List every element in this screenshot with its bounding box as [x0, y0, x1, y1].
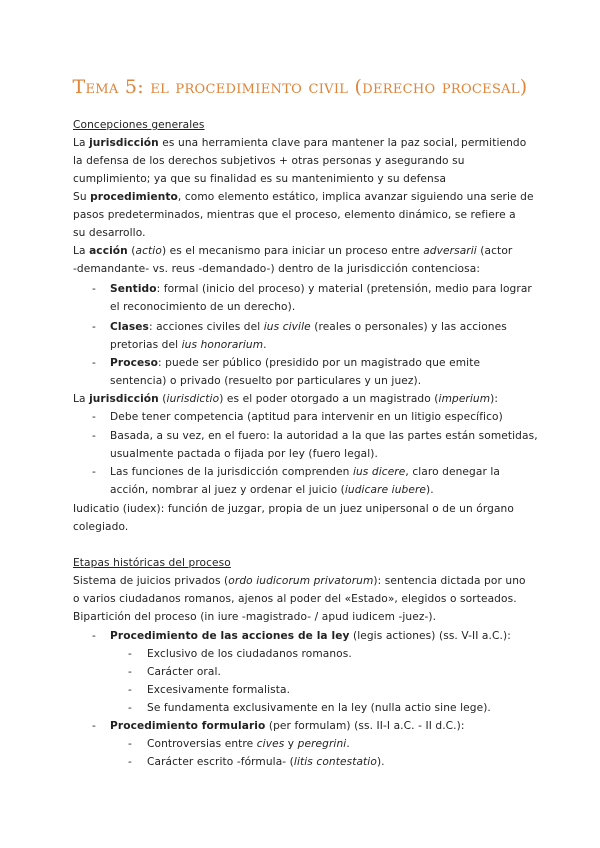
paragraph-line: su desarrollo.	[73, 227, 146, 239]
sublist-item: Excesivamente formalista.	[147, 684, 291, 696]
page-title: Tema 5: el procedimiento civil (derecho procesal)	[72, 76, 528, 98]
list-item-line: acción, nombrar al juez y ordenar el juicio (iudicare iubere).	[110, 484, 434, 496]
list-item-line: usualmente pactada o fijada por ley (fuero legal).	[110, 448, 378, 460]
paragraph-line: -demandante- vs. reus -demandado-) dentro de la jurisdicción contenciosa:	[73, 263, 481, 275]
list-dash: -	[92, 630, 96, 642]
section-heading-concepciones: Concepciones generales	[73, 119, 205, 131]
paragraph-line: Iudicatio (iudex): función de juzgar, propia de un juez unipersonal o de un órgano	[73, 503, 514, 515]
sublist-item: Exclusivo de los ciudadanos romanos.	[147, 648, 352, 660]
paragraph-line: Sistema de juicios privados (ordo iudicorum privatorum): sentencia dictada por uno	[73, 575, 526, 587]
list-item-proceso: Proceso: puede ser público (presidido por un magistrado que emite	[110, 357, 481, 369]
list-dash: -	[92, 357, 96, 369]
paragraph-line: La jurisdicción es una herramienta clave para mantener la paz social, permitiendo	[73, 137, 527, 149]
list-item-funciones: Las funciones de la jurisdicción comprenden ius dicere, claro denegar la	[110, 466, 501, 478]
list-item-clases: Clases: acciones civiles del ius civile (reales o personales) y las acciones	[110, 321, 507, 333]
list-dash: -	[128, 684, 132, 696]
paragraph-line: La acción (actio) es el mecanismo para iniciar un proceso entre adversarii (actor	[73, 245, 513, 257]
list-dash: -	[128, 702, 132, 714]
list-dash: -	[128, 738, 132, 750]
paragraph-line: la defensa de los derechos subjetivos + otras personas y asegurando su	[73, 155, 465, 167]
paragraph-line: colegiado.	[73, 521, 129, 533]
list-item-legis-actiones: Procedimiento de las acciones de la ley (legis actiones) (ss. V-II a.C.):	[110, 630, 511, 642]
sublist-item: Se fundamenta exclusivamente en la ley (nulla actio sine lege).	[147, 702, 491, 714]
list-dash: -	[92, 430, 96, 442]
paragraph-line: Bipartición del proceso (in iure -magistrado- / apud iudicem -juez-).	[73, 611, 437, 623]
paragraph-line: o varios ciudadanos romanos, ajenos al poder del «Estado», elegidos o sorteados.	[73, 593, 517, 605]
list-dash: -	[92, 321, 96, 333]
list-dash: -	[128, 648, 132, 660]
section-heading-etapas: Etapas históricas del proceso	[73, 557, 231, 569]
list-item-line: sentencia) o privado (resuelto por particulares y un juez).	[110, 375, 422, 387]
paragraph-line: cumplimiento; ya que su finalidad es su mantenimiento y su defensa	[73, 173, 447, 185]
list-item-fuero: Basada, a su vez, en el fuero: la autoridad a la que las partes están sometidas,	[110, 430, 538, 442]
list-item-formulario: Procedimiento formulario (per formulam) (ss. II-I a.C. - II d.C.):	[110, 720, 465, 732]
sublist-item: Carácter escrito -fórmula- (litis contestatio).	[147, 756, 385, 768]
list-dash: -	[92, 720, 96, 732]
list-dash: -	[92, 466, 96, 478]
list-item-competencia: Debe tener competencia (aptitud para intervenir en un litigio específico)	[110, 411, 503, 423]
list-dash: -	[92, 283, 96, 295]
list-dash: -	[92, 411, 96, 423]
sublist-item: Controversias entre cives y peregrini.	[147, 738, 350, 750]
paragraph-line: La jurisdicción (iurisdictio) es el poder otorgado a un magistrado (imperium):	[73, 393, 499, 405]
paragraph-line: pasos predeterminados, mientras que el proceso, elemento dinámico, se refiere a	[73, 209, 516, 221]
paragraph-line: Su procedimiento, como elemento estático, implica avanzar siguiendo una serie de	[73, 191, 534, 203]
list-item-line: el reconocimiento de un derecho).	[110, 301, 296, 313]
list-item-sentido: Sentido: formal (inicio del proceso) y material (pretensión, medio para lograr	[110, 283, 532, 295]
list-dash: -	[128, 756, 132, 768]
sublist-item: Carácter oral.	[147, 666, 221, 678]
list-dash: -	[128, 666, 132, 678]
list-item-line: pretorias del ius honorarium.	[110, 339, 267, 351]
